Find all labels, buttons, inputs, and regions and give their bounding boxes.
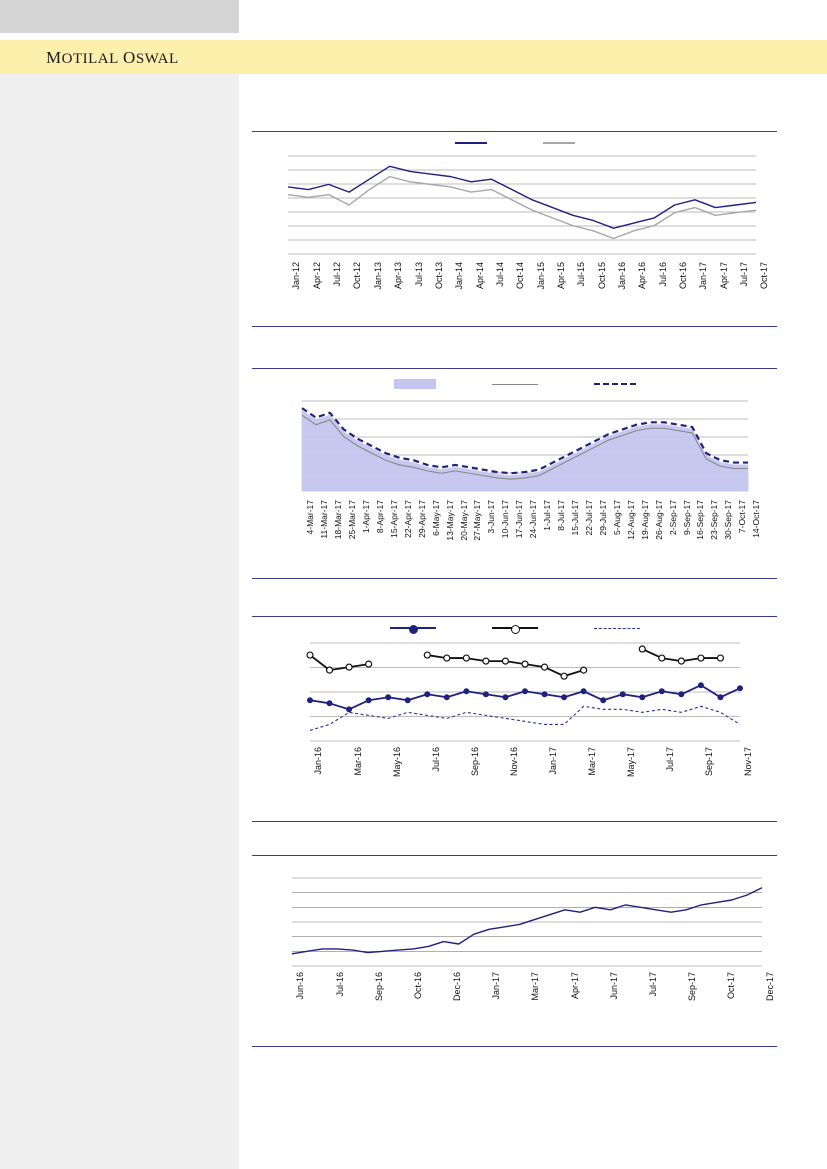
x-tick-label: 5-Aug-17 bbox=[611, 500, 622, 535]
x-tick-label: 14-Oct-17 bbox=[751, 500, 762, 538]
brand-logo: MOTILAL OSWAL bbox=[46, 48, 179, 67]
x-tick-label: Mar-17 bbox=[587, 747, 598, 776]
x-tick-label: Jul-17 bbox=[647, 972, 658, 997]
x-tick-label: 26-Aug-17 bbox=[653, 500, 664, 540]
x-tick-label: Jul-16 bbox=[334, 972, 345, 997]
x-tick-label: 17-Jun-17 bbox=[514, 500, 525, 539]
x-tick-label: Jan-13 bbox=[372, 262, 383, 290]
x-tick-label: 13-May-17 bbox=[444, 500, 455, 541]
x-tick-label: Jul-16 bbox=[657, 262, 668, 287]
x-tick-label: Oct-16 bbox=[678, 262, 689, 290]
x-tick-label: Dec-16 bbox=[452, 972, 463, 1002]
x-tick-label: Apr-13 bbox=[393, 262, 404, 290]
x-tick-label: Jul-16 bbox=[430, 747, 441, 772]
x-tick-label: Apr-15 bbox=[555, 262, 566, 290]
x-tick-label: Jul-14 bbox=[494, 262, 505, 287]
x-tick-label: Jul-13 bbox=[413, 262, 424, 287]
chart-1-x-axis-labels bbox=[252, 262, 777, 326]
x-tick-label: Sep-16 bbox=[469, 747, 480, 777]
x-tick-label: Jan-16 bbox=[313, 747, 324, 775]
x-tick-label: Dec-17 bbox=[765, 972, 776, 1002]
chart-4-x-axis-labels bbox=[252, 972, 777, 1036]
x-tick-label: 12-Aug-17 bbox=[625, 500, 636, 540]
chart-block-1 bbox=[252, 131, 777, 327]
chart-4-svg bbox=[252, 872, 777, 972]
x-tick-label: Nov-16 bbox=[508, 747, 519, 777]
x-tick-label: 29-Apr-17 bbox=[416, 500, 427, 538]
x-tick-label: Jan-16 bbox=[616, 262, 627, 290]
legend-line-navy-icon bbox=[455, 142, 487, 144]
x-tick-label: 11-Mar-17 bbox=[319, 500, 330, 539]
x-tick-label: 30-Sep-17 bbox=[723, 500, 734, 540]
x-tick-label: Oct-12 bbox=[352, 262, 363, 290]
chart-3-x-axis-labels bbox=[252, 747, 777, 811]
chart-4-plot bbox=[252, 872, 777, 972]
x-tick-label: Jan-17 bbox=[491, 972, 502, 1000]
legend-item-line-grey bbox=[492, 379, 538, 389]
chart-2-x-axis-labels bbox=[252, 500, 777, 578]
x-tick-label: 3-Jun-17 bbox=[486, 500, 497, 534]
chart-3-svg bbox=[252, 635, 777, 747]
x-tick-label: Oct-14 bbox=[515, 262, 526, 290]
legend-item-series-b bbox=[543, 142, 575, 144]
x-tick-label: May-16 bbox=[391, 747, 402, 778]
x-tick-label: 1-Jul-17 bbox=[542, 500, 553, 531]
x-tick-label: Jan-17 bbox=[698, 262, 709, 290]
x-tick-label: May-17 bbox=[626, 747, 637, 778]
legend-dotted-navy-icon bbox=[594, 628, 640, 629]
x-tick-label: 18-Mar-17 bbox=[333, 500, 344, 540]
x-tick-label: 15-Jul-17 bbox=[570, 500, 581, 536]
x-tick-label: Sep-17 bbox=[687, 972, 698, 1002]
legend-item-series-a bbox=[455, 142, 487, 144]
x-tick-label: Apr-12 bbox=[311, 262, 322, 290]
x-tick-label: 2-Sep-17 bbox=[667, 500, 678, 535]
x-tick-label: 8-Apr-17 bbox=[374, 500, 385, 534]
x-tick-label: Jan-14 bbox=[454, 262, 465, 290]
x-tick-label: Mar-17 bbox=[530, 972, 541, 1001]
x-tick-label: Nov-17 bbox=[743, 747, 754, 777]
x-tick-label: Sep-16 bbox=[373, 972, 384, 1002]
x-tick-label: Oct-13 bbox=[433, 262, 444, 290]
x-tick-label: Sep-17 bbox=[704, 747, 715, 777]
top-grey-band bbox=[0, 0, 239, 33]
chart-block-2 bbox=[252, 368, 777, 579]
x-tick-label: Jun-17 bbox=[608, 972, 619, 1000]
chart-3-bottom-rule bbox=[252, 821, 777, 822]
x-tick-label: 22-Apr-17 bbox=[402, 500, 413, 538]
chart-2-plot bbox=[252, 395, 777, 500]
x-tick-label: 1-Apr-17 bbox=[360, 500, 371, 534]
x-tick-label: Mar-16 bbox=[352, 747, 363, 776]
chart-1-legend bbox=[252, 132, 777, 150]
x-tick-label: Apr-17 bbox=[569, 972, 580, 1000]
chart-block-3 bbox=[252, 616, 777, 822]
chart-1-bottom-rule bbox=[252, 326, 777, 327]
chart-block-4 bbox=[252, 855, 777, 1047]
x-tick-label: Jan-17 bbox=[547, 747, 558, 775]
x-tick-label: Jan-12 bbox=[291, 262, 302, 290]
legend-item-dashed-navy bbox=[594, 379, 636, 389]
x-tick-label: Oct-16 bbox=[412, 972, 423, 1000]
chart-1-plot bbox=[252, 150, 777, 262]
chart-4-bottom-rule bbox=[252, 1046, 777, 1047]
x-tick-label: 29-Jul-17 bbox=[597, 500, 608, 536]
x-tick-label: Apr-16 bbox=[637, 262, 648, 290]
x-tick-label: 23-Sep-17 bbox=[709, 500, 720, 540]
legend-filled-marker-icon bbox=[390, 627, 436, 629]
x-tick-label: 15-Apr-17 bbox=[388, 500, 399, 538]
chart-2-legend bbox=[252, 369, 777, 395]
legend-item-open-marker bbox=[492, 627, 538, 629]
x-tick-label: Apr-17 bbox=[718, 262, 729, 290]
legend-item-dotted bbox=[594, 627, 640, 629]
chart-2-svg bbox=[252, 395, 777, 500]
x-tick-label: 16-Sep-17 bbox=[695, 500, 706, 540]
x-tick-label: Jul-17 bbox=[739, 262, 750, 287]
x-tick-label: 6-May-17 bbox=[430, 500, 441, 536]
chart-3-legend bbox=[252, 617, 777, 635]
x-tick-label: Oct-17 bbox=[726, 972, 737, 1000]
chart-2-bottom-rule bbox=[252, 578, 777, 579]
x-tick-label: Oct-17 bbox=[759, 262, 770, 290]
x-tick-label: Jun-16 bbox=[295, 972, 306, 1000]
x-tick-label: 4-Mar-17 bbox=[305, 500, 316, 535]
x-tick-label: 10-Jun-17 bbox=[500, 500, 511, 539]
x-tick-label: Jul-12 bbox=[332, 262, 343, 287]
x-tick-label: 8-Jul-17 bbox=[556, 500, 567, 531]
x-tick-label: Jul-15 bbox=[576, 262, 587, 287]
legend-area-swatch-icon bbox=[394, 379, 436, 389]
legend-open-marker-icon bbox=[492, 627, 538, 629]
legend-item-filled-marker bbox=[390, 627, 436, 629]
x-tick-label: Jan-15 bbox=[535, 262, 546, 290]
x-tick-label: 25-Mar-17 bbox=[347, 500, 358, 540]
x-tick-label: Apr-14 bbox=[474, 262, 485, 290]
x-tick-label: 7-Oct-17 bbox=[737, 500, 748, 534]
x-tick-label: 27-May-17 bbox=[472, 500, 483, 541]
chart-3-plot bbox=[252, 635, 777, 747]
x-tick-label: 24-Jun-17 bbox=[528, 500, 539, 539]
x-tick-label: 9-Sep-17 bbox=[681, 500, 692, 535]
x-tick-label: 20-May-17 bbox=[458, 500, 469, 541]
legend-item-area bbox=[394, 379, 436, 389]
left-sidebar-rail bbox=[0, 74, 239, 1169]
x-tick-label: Jul-17 bbox=[665, 747, 676, 772]
chart-1-svg bbox=[252, 150, 777, 262]
legend-line-grey-thin-icon bbox=[492, 384, 538, 385]
legend-line-grey-icon bbox=[543, 142, 575, 144]
x-tick-label: 22-Jul-17 bbox=[583, 500, 594, 536]
x-tick-label: 19-Aug-17 bbox=[639, 500, 650, 540]
legend-dashed-navy-icon bbox=[594, 383, 636, 385]
x-tick-label: Oct-15 bbox=[596, 262, 607, 290]
